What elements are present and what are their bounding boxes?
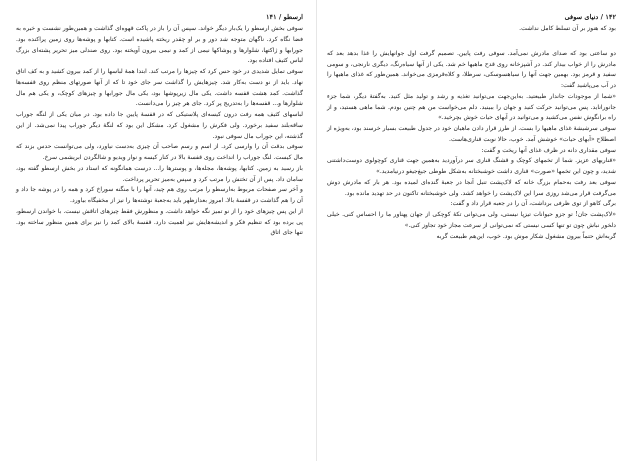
right-paragraph: «شما از موجودات جاندار طبیعتید. به‌این‌جهت می‌توانید تغذیه و رشد و تولید مثل کنید. به‌گفتهٔ دیگر، شما جزء جانوراناید. پس می‌توانید حرکت کنید و جهان را ببینید. دلم می‌خواست من هم چنین بودم. شما ماهی هستید، و از راه برانگوش نفس می‌کشید و می‌توانید در آبهای حیات خوش بچرخید.»: [327, 92, 616, 122]
left-page-header: [16, 12, 303, 22]
left-paragraph: سوفی تمایل شدیدی در خود حس کرد که چیزها را مرتب کند. ابتدا همهٔ لباسها را از کمد بیرون کشید و به کف اتاق نهاد. باید از نو دست به‌کار شد. چیزهایش را گذاشت سر جای خود تا که از آنها صورتهای منظم روی قفسه‌ها گذاشت. کمد هشت قفسه داشت. یکی مال زیرپوشها بود، یکی مال جورابها و چیزهای کوچک، و یکی هم مال شلوارها و... قفسه‌ها را به‌تدریج پر کرد. جای هر چیز را می‌دانست.: [16, 68, 303, 108]
right-page: [317, 0, 634, 461]
left-page-body: [16, 24, 303, 239]
right-paragraph: دو ساعتی بود که صدای مادرش نمی‌آمد. سوفی رفت پایین. تصمیم گرفت اول جوانهایش را غذا بدهد بعد که مادرش را از خواب بیدار کند. در آشپزخانه روی قدح ماهیها خم شد. یکی از آنها سیاه‌رنگ، دیگری نارنجی، و سومی سفید و قرمز بود. بهمین جهت آنها را سیاهسوسکی، سرطلا، و کلاه‌قرمزی می‌خواند. همین‌طور که غذای ماهیها را در آب می‌پاشید گفت:: [327, 49, 616, 89]
right-paragraph: سوفی سرشیشهٔ غذای ماهیها را بست. از طرز قرار دادن ماهیان خود در جدول طبیعت بسیار خرسند بود، به‌ویژه از اصطلاح «آبهای حیات» خوشش آمد. خوب، حالا نوبت قناری‌هاست.: [327, 125, 616, 143]
left-paragraph: سوفی بدقت آن را وارسی کرد. از اسم و رسم صاحب آن چیزی به‌دست نیاورد، ولی می‌توانست حدس بزند که مال کیست. لنگ جوراب را انداخت روی قفسهٔ بالا در کنار کیسه و نوار ویدیو و شالگردن ابریشمی سرخ.: [16, 143, 303, 161]
right-paragraph: «قناریهای عزیز. شما از تخمهای کوچک و قشنگ قناری سر درآوردید به‌همین جهت قناری کوچولوی دوست‌داشتنی شدید، و چون این تخمها «صورت» قناری داشت خوشبختانه به‌شکل طوطی جیغ‌جیغو درنیامدید.»: [327, 157, 616, 175]
right-paragraph: بود که هنوز بر آن تسلط کامل نداشت.: [519, 25, 616, 32]
right-paragraph: برگی کاهو از توی ظرفی برداشت، آن را در جعبه قرار داد و گفت:: [450, 200, 616, 208]
left-paragraph: باز رسید به زمین. کتابها، پوشه‌ها، مجله‌ها، و پوسترها را... درست همانگونه که استاد در بخش ارسطو گفته بود، سامان داد. پس از آن تختش را مرتب کرد و سپس به‌میز تحریر پرداخت.: [16, 164, 303, 183]
left-paragraph: و آخر سر صفحات مربوط به‌ارسطو را مرتب روی هم چید، آنها را با منگنه سوراخ کرد و همه را در پوشه جا داد و آن را هم گذاشت در قفسهٔ بالا. امروز بعدازظهر باید به‌جعبهٔ نوشته‌ها را نیز از مخفیگاه بیاورد.: [16, 186, 303, 204]
left-paragraph: لباسهای کثیف همه رفت درون کیسه‌ای پلاستیکی که در قفسهٔ پایین جا داده بود. در میان یکی از لنگه جوراب ساقه‌بلند سفید برخورد. ولی فکرش را مشغول کرد. مشکل این بود که لنگهٔ دیگر جوراب پیدا نمی‌شد. از این گذشته، این جوراب مال سوفی نبود.: [16, 111, 303, 140]
left-paragraph: از این پس چیزهای خود را از نو تمیز نگه خواهد داشت. و منظورش فقط چیزهای اتاقش نیست. با خواندن ارسطو، پی برده بود که تنظیم فکر و اندیشه‌هایش نیز اهمیت دارد. قفسهٔ بالای کمد را نیز برای همین منظور ساخته بود. تنها جای اتاق: [16, 207, 303, 237]
right-page-body: [327, 24, 616, 242]
right-page-header: [327, 12, 616, 22]
right-paragraph: «لاک‌پشت جان! تو جزو حیوانات تیزپا نیستی، ولی می‌توانی تکهٔ کوچکی از جهان پهناور ما را احساس کنی. خیلی دلخور نباش چون تو تنها کسی نیستی که نمی‌توانی از سرعت مجاز خود تجاوز کنی.»: [327, 211, 616, 229]
left-paragraph: سوفی بخش ارسطو را یک‌بار دیگر خواند. سپس آن را باز در پاکت قهوه‌ای گذاشت و همین‌طور نشست و خیره به فضا نگاه کرد. ناگهان متوجه شد دور و بر او چقدر ریخته پاشیده است. کتابها و پوشه‌ها روی زمین پراکنده بود. جورابها و ژاکتها، شلوارها و پوشاکها نیمی از کمد و نیمی بیرون آویخته بود. روی صندلی میز تحریر پشته‌ای بزرگ لباس کثیف افتاده بود.: [16, 25, 303, 65]
right-paragraph: سوفی مقداری دانه در ظرف غذای آنها ریخت و گفت:: [481, 146, 616, 154]
right-paragraph: سوفی بعد رفت به‌حمام بزرگ خانه که لاک‌پشت تنبل آنجا در جعبهٔ گنده‌ای لمیده بود. هر بار که مادرش دوش می‌گرفت قرار می‌شد روزی سرا این لاک‌پشت را خواهد کشد. ولی خوشبختانه تاکنون در حد تهدید مانده بود.: [327, 178, 616, 197]
left-page-running-head: ارسطو / ۱۴۱: [266, 13, 303, 21]
right-paragraph: گربه‌اش حتماً بیرون مشغول شکار موش بود. خوب، این‌هم طبیعت گربه: [436, 232, 616, 240]
paragraph-gap: [327, 35, 616, 49]
right-page-running-head: ۱۴۲ / دنیای سوفی: [564, 13, 616, 21]
